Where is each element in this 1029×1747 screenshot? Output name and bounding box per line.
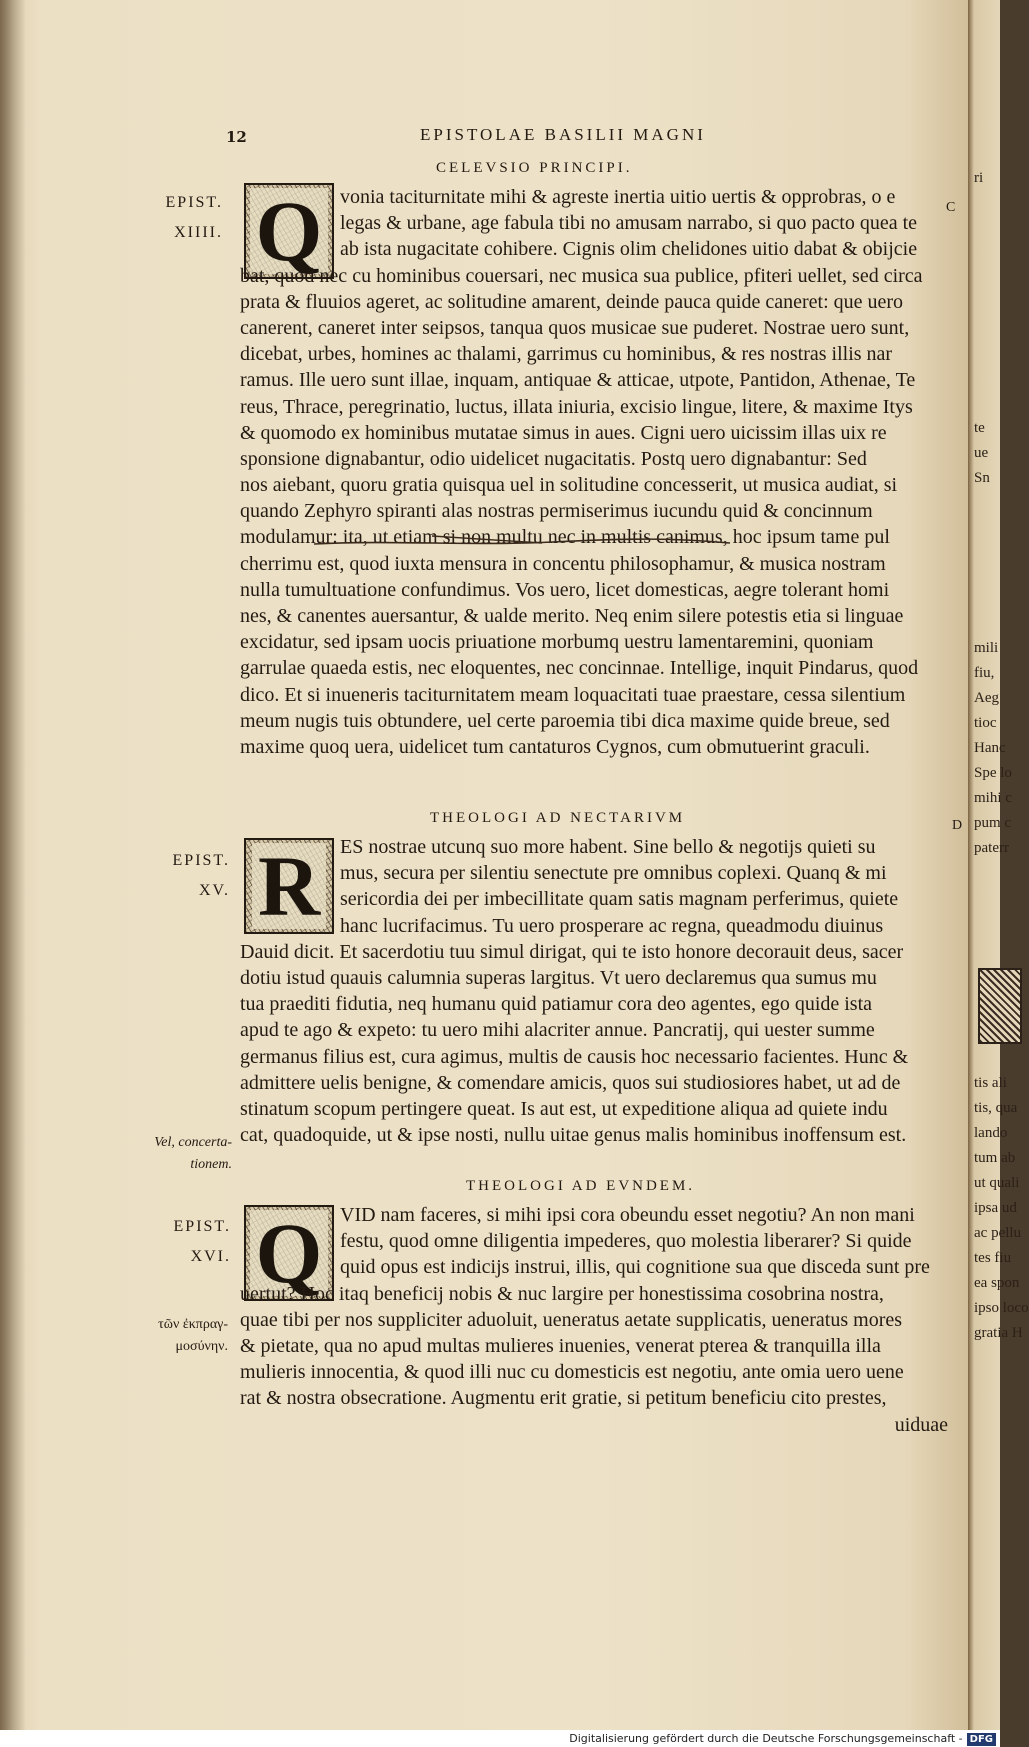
text-line: quae tibi per nos suppliciter aduoluit, ueneratus aetate supplicatis, ueneratus mores <box>240 1308 903 1331</box>
adjacent-page-fragment: pum c <box>974 815 1012 831</box>
funding-text: Digitalisierung gefördert durch die Deutsche Forschungsgemeinschaft - <box>569 1732 963 1745</box>
margin-note-line: Vel, concerta- <box>154 1135 232 1150</box>
epist-label <box>128 188 223 248</box>
adjacent-page-fragment: mili <box>974 640 999 656</box>
text-line: ramus. Ille uero sunt illae, inquam, antiquae & atticae, utpote, Pantidon, Athenae, Te <box>240 369 916 392</box>
adjacent-page-fragment: tis ali <box>974 1075 1007 1091</box>
adjacent-page-fragment: mihi c <box>974 790 1012 806</box>
adjacent-page-fragment: ri <box>974 170 984 186</box>
letter-title: CELEVSIO PRINCIPI. <box>436 160 633 176</box>
text-line: quando Zephyro spiranti alas nostras permiserimus iucundu quid & concinnum <box>240 500 873 523</box>
text-line: cherrimu est, quod iuxta mensura in concentu philosophamur, & musica nostram <box>240 552 886 575</box>
letter-body <box>240 1202 948 1438</box>
margin-note-line: μοσύνην. <box>175 1339 228 1354</box>
adjacent-page-fragment: gratia H <box>974 1325 1023 1341</box>
epist-label <box>135 846 230 906</box>
text-line: bat, quod nec cu hominibus couersari, nec musica sua publice, pfiteri uellet, sed circa <box>240 264 923 287</box>
adjacent-page-fragment: paterr <box>974 840 1009 856</box>
text-line: apud te ago & expeto: tu uero mihi alacriter annue. Pancratij, qui uester summe <box>240 1019 875 1042</box>
adjacent-page-fragment: fiu, <box>974 665 995 681</box>
text-line: maxime quoq uera, uidelicet tum cantaturos Cygnos, cum obmutuerint graculi. <box>240 735 870 758</box>
text-line: nos aiebant, quoru gratia quisqua uel in solitudine concesserit, ut musica audiat, si <box>240 474 898 497</box>
text-line: prata & fluuios ageret, ac solitudine amarent, deinde pauca quide caneret: que uero <box>240 290 904 313</box>
text-line: dicebat, urbes, homines ac thalami, garrimus cu hominibus, & res nostras illis nar <box>240 343 893 366</box>
text-line: tua praediti fidutia, neq humanu quid patiamur cora deo agentes, ego quide ista <box>240 993 873 1016</box>
epist-label <box>136 1212 231 1272</box>
text-line: vonia taciturnitate mihi & agreste inertia uitio uertis & opprobras, o e <box>340 186 896 208</box>
greek-margin-note <box>108 1314 228 1358</box>
handwritten-underline <box>312 534 732 550</box>
adjacent-page-fragment: lando <box>974 1125 1008 1141</box>
drop-cap-letter: Q <box>250 1210 329 1296</box>
adjacent-page-fragment: ut quali <box>974 1175 1020 1191</box>
text-line: canerent, caneret inter seipsos, tanqua quos musicae sue puderet. Nostrae uero sunt, <box>240 316 910 339</box>
text-line: festu, quod omne diligentia impederes, quo molestia liberarer? Si quide <box>340 1230 912 1253</box>
text-line: Dauid dicit. Et sacerdotiu tuu simul dirigat, qui te isto honore decorauit deus, sacer <box>240 940 904 963</box>
text-line: nulla tumultuatione confundimus. Vos uero, licet domesticas, aegre tolerant homi <box>240 578 890 601</box>
text-line: admittere uelis benigne, & comendare amicis, quos sui studiosiores habet, ut ad de <box>240 1071 901 1094</box>
adjacent-page-fragment: ea spon <box>974 1275 1020 1291</box>
text-line: modulamur: ita, ut etiam si non multu nec in multis canimus, hoc ipsum tame pul <box>240 526 890 549</box>
text-line: dotiu istud quauis calumnia superas largitus. Vt uero declaremus qua sumus mu <box>240 966 877 989</box>
text-line: rat & nostra obsecratione. Augmentu erit gratie, si petitum beneficiu cito prestes, <box>240 1387 887 1410</box>
adjacent-page-fragment: te <box>974 420 985 436</box>
text-line: nes, & canentes auersantur, & ualde merito. Neq enim silere potestis etia si linguae <box>240 605 904 627</box>
letter-title: THEOLOGI AD EVNDEM. <box>466 1178 696 1194</box>
adjacent-page-fragment: Aeg <box>974 690 999 706</box>
text-line: uertut? Hoc itaq beneficij nobis & nuc largire per honestissima cosobrina nostra, <box>240 1282 884 1305</box>
drop-cap-letter: R <box>252 843 326 929</box>
margin-letter: C <box>946 200 956 215</box>
text-line: germanus filius est, cura agimus, multis de causis hoc necessario facientes. Hunc & <box>240 1045 909 1068</box>
text-line: stinatum scopum pertingere queat. Is aut est, ut expeditione aliqua ad quiete indu <box>240 1097 888 1120</box>
margin-note <box>112 1132 232 1176</box>
epist-number: XV. <box>198 882 230 899</box>
text-line: legas & urbane, age fabula tibi no amusam narrabo, si quo pacto quea te <box>340 212 918 235</box>
adjacent-page-edge <box>968 0 1029 1730</box>
funding-footer <box>0 1730 1000 1747</box>
spine-shadow <box>0 0 26 1730</box>
text-line: garrulae quaeda estis, nec eloquentes, nec concinnae. Intellige, inquit Pindarus, quod <box>240 657 919 680</box>
adjacent-page-fragment: ac pellu <box>974 1225 1022 1241</box>
text-line: dico. Et si inueneris taciturnitatem meam loquacitati tuae praestare, cessa silentium <box>240 683 906 706</box>
running-head: EPISTOLAE BASILII MAGNI <box>420 125 706 144</box>
dfg-logo: DFG <box>967 1733 996 1746</box>
adjacent-page-fragment: Spe lo <box>974 765 1012 781</box>
epist-number: XIIII. <box>174 224 223 241</box>
adjacent-page-ornament <box>978 968 1022 1044</box>
drop-cap-letter: Q <box>250 188 329 274</box>
adjacent-page-fragment: Sn <box>974 470 990 486</box>
adjacent-page-fragment: ipsa ud <box>974 1200 1017 1216</box>
text-line: sponsione dignabantur, odio uidelicet nugacitatis. Postq uero dignabantur: Sed <box>240 447 867 470</box>
catchword: uiduae <box>894 1413 948 1436</box>
text-line: cat, quadoquide, ut & ipse nosti, nullu uitae genus malis hominibus inoffensum est. <box>240 1124 907 1147</box>
text-line: excidatur, sed ipsam uocis priuatione morbumq uestru lamentaremini, quoniam <box>240 631 874 654</box>
letter-body <box>240 184 948 760</box>
text-line: meum nugis tuis obtundere, uel certe paroemia tibi dica maxime quide breue, sed <box>240 709 890 732</box>
text-line: & pietate, qua no apud multas mulieres inuenies, venerat pterea & tranquilla illa <box>240 1334 881 1357</box>
text-line: ES nostrae utcunq suo more habent. Sine bello & negotijs quieti su <box>340 836 876 858</box>
folio-number: 12 <box>226 128 247 146</box>
adjacent-page-fragment: tum ab <box>974 1150 1016 1166</box>
margin-letter: D <box>952 818 963 833</box>
text-line: & quomodo ex hominibus mutatae simus in aues. Cigni uero uicissim illas uix re <box>240 421 887 444</box>
epist-number: XVI. <box>190 1248 231 1265</box>
epist-word: EPIST. <box>173 1218 231 1235</box>
text-line: hanc lucrifacimus. Tu uero prosperare ac regna, queadmodu diuinus <box>340 914 884 937</box>
text-line: ab ista nugacitate cohibere. Cignis olim chelidones uitio dabat & obijcie <box>340 238 918 261</box>
text-line: reus, Thrace, peregrinatio, luctus, illata iniuria, excisio lingue, litere, & maxime Itys <box>240 395 913 418</box>
epist-word: EPIST. <box>172 852 230 869</box>
margin-note-line: tionem. <box>190 1157 232 1172</box>
letter-body <box>240 834 948 1148</box>
epist-word: EPIST. <box>165 194 223 211</box>
adjacent-page-fragment: ue <box>974 445 989 461</box>
text-line: mulieris innocentia, & quod illi nuc cu domesticis est negotiu, ante omia uero uene <box>240 1361 904 1384</box>
margin-note-line: τῶν ἐκπραγ- <box>158 1317 228 1332</box>
adjacent-page-fragment: ipso loco <box>974 1300 1029 1316</box>
adjacent-page-fragment: Hanc <box>974 740 1006 756</box>
adjacent-page-fragment: tis, qua <box>974 1100 1018 1116</box>
text-line: quid opus est indicijs instrui, illis, qui cognitione sua que discedа sunt pre <box>340 1256 930 1279</box>
letter-title: THEOLOGI AD NECTARIVM <box>430 810 686 826</box>
adjacent-page-fragment: tes fiu <box>974 1250 1012 1266</box>
text-line: sericordia dei per imbecillitate quam satis magnam perferimus, quiete <box>340 888 899 911</box>
adjacent-page-fragment: tioc <box>974 715 997 731</box>
text-line: VID nam faceres, si mihi ipsi cora obeundu esset negotiu? An non mani <box>340 1204 915 1226</box>
text-line: mus, secura per silentiu senectute pre omnibus coplexi. Quanq & mi <box>340 862 887 885</box>
